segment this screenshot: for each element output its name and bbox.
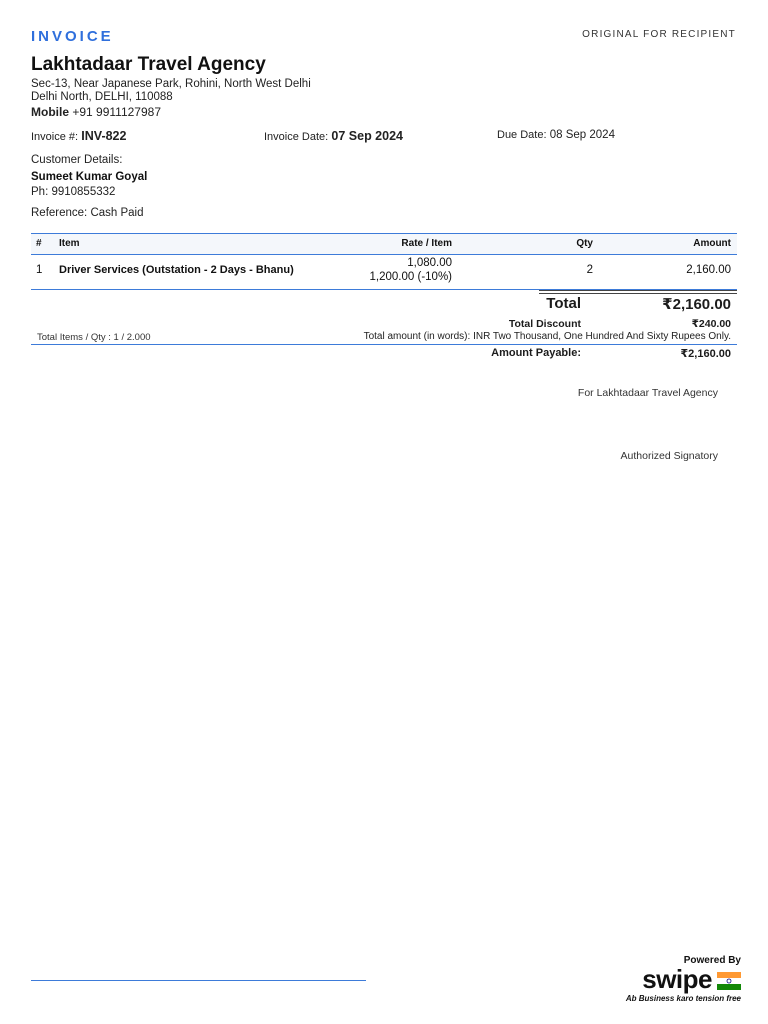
mobile-number: +91 9911127987 [72,105,161,119]
col-qty-header: Qty [576,238,593,249]
document-title: INVOICE [31,28,114,45]
amount-payable-label: Amount Payable: [491,347,581,359]
row-amount: 2,160.00 [686,264,731,276]
footer-line [31,980,366,981]
customer-phone: Ph: 9910855332 [31,186,116,198]
invoice-number-value: INV-822 [81,129,127,143]
total-value: ₹2,160.00 [662,296,731,313]
table-row [31,254,737,290]
flag-green-band [717,984,741,990]
invoice-date [264,129,403,143]
total-rule-bottom [539,293,737,294]
total-items-qty: Total Items / Qty : 1 / 2.000 [37,332,151,343]
customer-heading: Customer Details: [31,154,123,166]
due-date [497,129,615,141]
due-date-value: 08 Sep 2024 [549,129,615,141]
powered-by-label: Powered By [683,955,741,966]
discount-label: Total Discount [508,318,581,330]
signature-for-label: For Lakhtadaar Travel Agency [577,387,718,399]
discount-value: ₹240.00 [691,318,731,330]
due-date-label: Due Date: [497,129,547,141]
col-item-header: Item [59,238,80,249]
swipe-tagline: Ab Business karo tension free [625,994,741,1003]
amount-payable-value: ₹2,160.00 [680,348,731,360]
row-item: Driver Services (Outstation - 2 Days - Bhanu) [59,264,294,276]
invoice-date-value: 07 Sep 2024 [331,129,403,143]
row-number: 1 [36,264,43,276]
authorized-signatory: Authorized Signatory [620,450,718,462]
flag-saffron-band [717,972,741,978]
items-table-header [31,233,737,255]
total-rule-top [539,290,737,291]
row-rate: 1,080.00 [407,257,452,269]
address-line-2: Delhi North, DELHI, 110088 [31,91,173,103]
col-amount-header: Amount [693,238,731,249]
invoice-number-label: Invoice #: [31,131,79,143]
swipe-logo: swipe [642,964,712,994]
row-qty: 2 [586,264,593,276]
amount-in-words: Total amount (in words): INR Two Thousand, One Hundred And Sixty Rupees Only. [363,331,731,342]
india-flag-icon [717,972,741,990]
col-num-header: # [36,238,42,249]
col-rate-header: Rate / Item [401,238,452,249]
copy-label: ORIGINAL FOR RECIPIENT [582,29,736,40]
mobile-label: Mobile [31,105,69,119]
address-line-1: Sec-13, Near Japanese Park, Rohini, North West Delhi [31,78,311,90]
total-label: Total [546,295,581,312]
payment-reference: Reference: Cash Paid [31,207,144,219]
company-name: Lakhtadaar Travel Agency [31,54,266,75]
company-address [31,78,311,104]
row-rate-original: 1,200.00 (-10%) [369,271,452,283]
customer-name: Sumeet Kumar Goyal [31,171,148,183]
totals-divider [31,344,737,345]
invoice-date-label: Invoice Date: [264,131,329,143]
company-mobile [31,105,161,119]
invoice-number [31,129,126,143]
